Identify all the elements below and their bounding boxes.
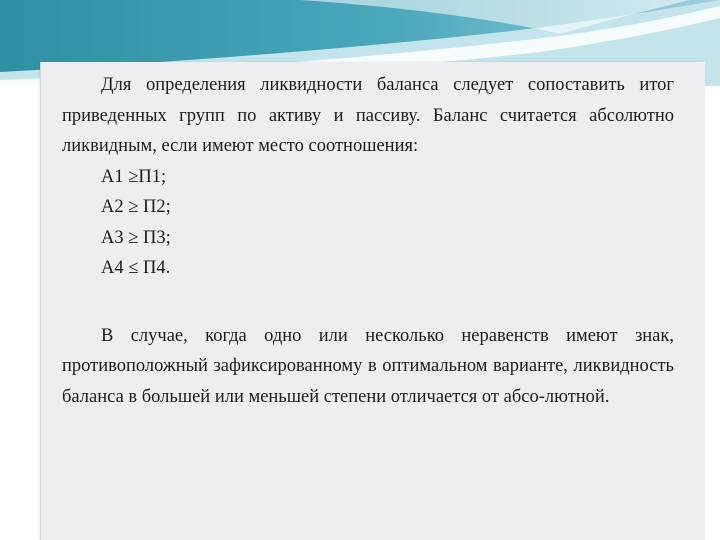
relation-a4: А4 ≤ П4. bbox=[101, 258, 171, 278]
relation-a3: А3 ≥ П3; bbox=[101, 227, 171, 248]
conclusion-paragraph: В случае, когда одно или несколько неравенств имеют знак, противоположный зафиксированному в оптимальном варианте, ликвидность баланса в большей или меньшей степени отличается от абсо-лютной. bbox=[62, 325, 674, 407]
relation-a2: А2 ≥ П2; bbox=[101, 197, 171, 217]
intro-paragraph: Для определения ликвидности баланса следует сопоставить итог приведенных групп по активу и пассиву. Баланс считается абсолютно ликвидным, если имеют место соотношения: bbox=[62, 75, 674, 156]
relation-a1: А1 ≥П1; bbox=[101, 166, 167, 187]
slide-text-body bbox=[62, 70, 674, 412]
paragraph-spacer bbox=[62, 284, 674, 321]
